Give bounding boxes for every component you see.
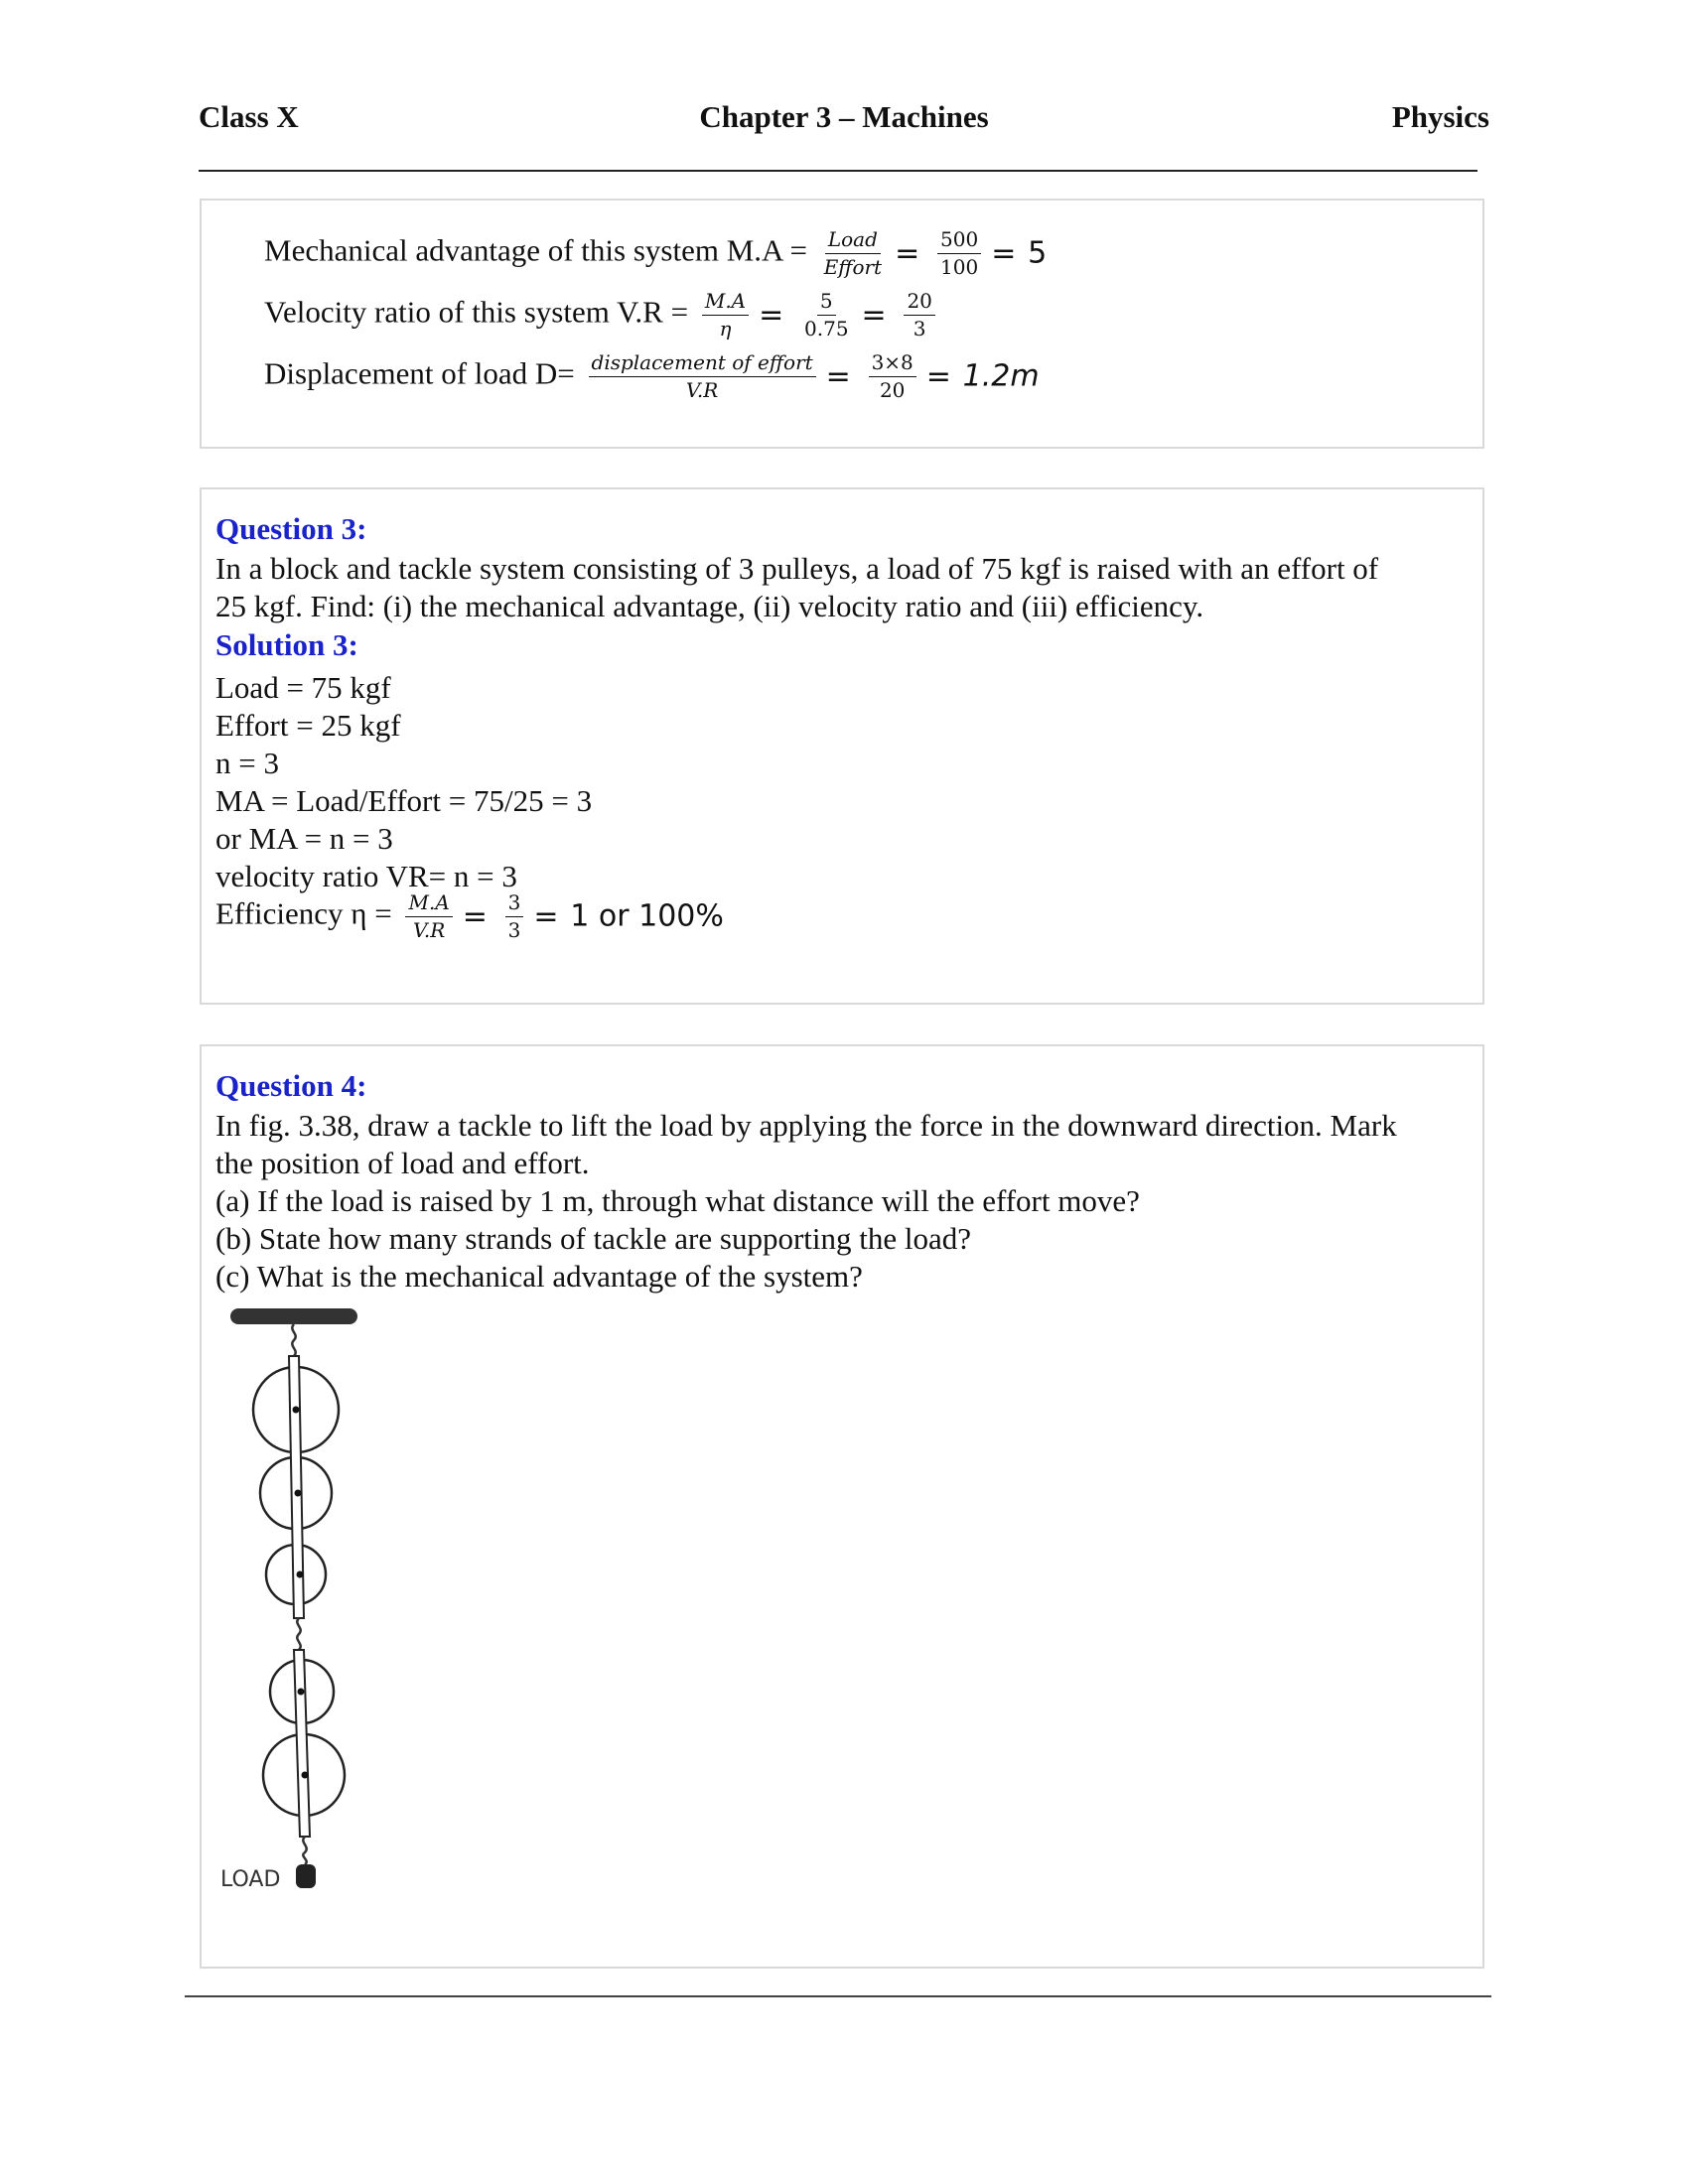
axle — [302, 1772, 309, 1779]
question-3-text-line-2: 25 kgf. Find: (i) the mechanical advantage, (ii) velocity ratio and (iii) efficiency. — [215, 589, 1204, 623]
header-subject: Physics — [1391, 99, 1489, 134]
displacement-line: Displacement of load D= $\frac{\text{displacement of effort}}{V.R}$ = $\frac{3\times 8}{20}$ = 1.2m — [264, 350, 1040, 402]
solution-3-title: Solution 3: — [215, 627, 358, 662]
pulley-system-figure — [218, 1308, 417, 1904]
vr-result-fraction: $\frac{20}{3}$ — [904, 290, 934, 341]
middle-hook — [297, 1618, 300, 1650]
ceiling-support — [230, 1308, 357, 1324]
header-class: Class X — [199, 99, 299, 134]
question-3-box — [200, 487, 1484, 1005]
axle — [295, 1490, 302, 1497]
ma-value-fraction: $\frac{500}{100}$ — [937, 228, 981, 279]
solution-step: Load = 75 kgf — [215, 670, 391, 705]
displacement-result: 1.2m — [962, 358, 1040, 394]
question-4-part-b: (b) State how many strands of tackle are supporting the load? — [215, 1221, 971, 1256]
solution-step: MA = Load/Effort = 75/25 = 3 — [215, 783, 593, 818]
axle — [298, 1689, 305, 1696]
vr-line: Velocity ratio of this system V.R = $\frac{M.A}{\eta}$ = $\frac{5}{0.75}$ = $\frac{20}{3}$ — [264, 290, 941, 341]
header-chapter: Chapter 3 – Machines — [699, 99, 989, 134]
solution-step: or MA = n = 3 — [215, 821, 393, 856]
header-rule — [199, 170, 1477, 172]
question-4-part-a: (a) If the load is raised by 1 m, through what distance will the effort move? — [215, 1183, 1140, 1218]
load-weight — [296, 1864, 316, 1888]
upper-hook — [292, 1324, 295, 1356]
displacement-fraction: $\frac{\text{displacement of effort}}{V.R}$ — [589, 351, 816, 402]
question-4-text-line-1: In fig. 3.38, draw a tackle to lift the load by applying the force in the downward direction. Mark — [215, 1108, 1397, 1143]
displacement-value-fraction: $\frac{3\times 8}{20}$ — [869, 351, 916, 402]
axle — [297, 1571, 304, 1578]
solution-step: n = 3 — [215, 746, 279, 780]
ma-result: 5 — [1028, 235, 1048, 271]
efficiency-line: Efficiency η = $\frac{M.A}{V.R}$ = $\frac{3}{3}$ = 1 or 100% — [215, 890, 724, 942]
axle — [293, 1407, 300, 1414]
solution-step: velocity ratio VR= n = 3 — [215, 859, 517, 893]
footer-rule — [185, 1995, 1491, 1997]
ma-vr-fraction: $\frac{M.A}{V.R}$ — [405, 891, 452, 942]
question-3-title: Question 3: — [215, 511, 367, 546]
solution-continuation-box — [200, 199, 1484, 449]
solution-step: Effort = 25 kgf — [215, 708, 401, 743]
efficiency-result: 1 or 100% — [570, 898, 724, 934]
ma-eta-fraction: $\frac{M.A}{\eta}$ — [702, 290, 749, 341]
question-4-part-c: (c) What is the mechanical advantage of the system? — [215, 1259, 863, 1294]
ma-line: Mechanical advantage of this system M.A = $\frac{\text{Load}}{\text{Effort}}$ = $\frac{500}{100}$ = 5 — [264, 227, 1048, 279]
load-effort-fraction: $\frac{\text{Load}}{\text{Effort}}$ — [823, 227, 883, 279]
question-3-text-line-1: In a block and tackle system consisting of 3 pulleys, a load of 75 kgf is raised with an effort of — [215, 551, 1379, 586]
load-label: LOAD — [220, 1867, 281, 1892]
efficiency-value-fraction: $\frac{3}{3}$ — [505, 891, 524, 942]
load-hook — [303, 1837, 306, 1864]
question-4-text-line-2: the position of load and effort. — [215, 1146, 590, 1180]
vr-value-fraction: $\frac{5}{0.75}$ — [804, 289, 849, 341]
question-4-title: Question 4: — [215, 1068, 367, 1103]
